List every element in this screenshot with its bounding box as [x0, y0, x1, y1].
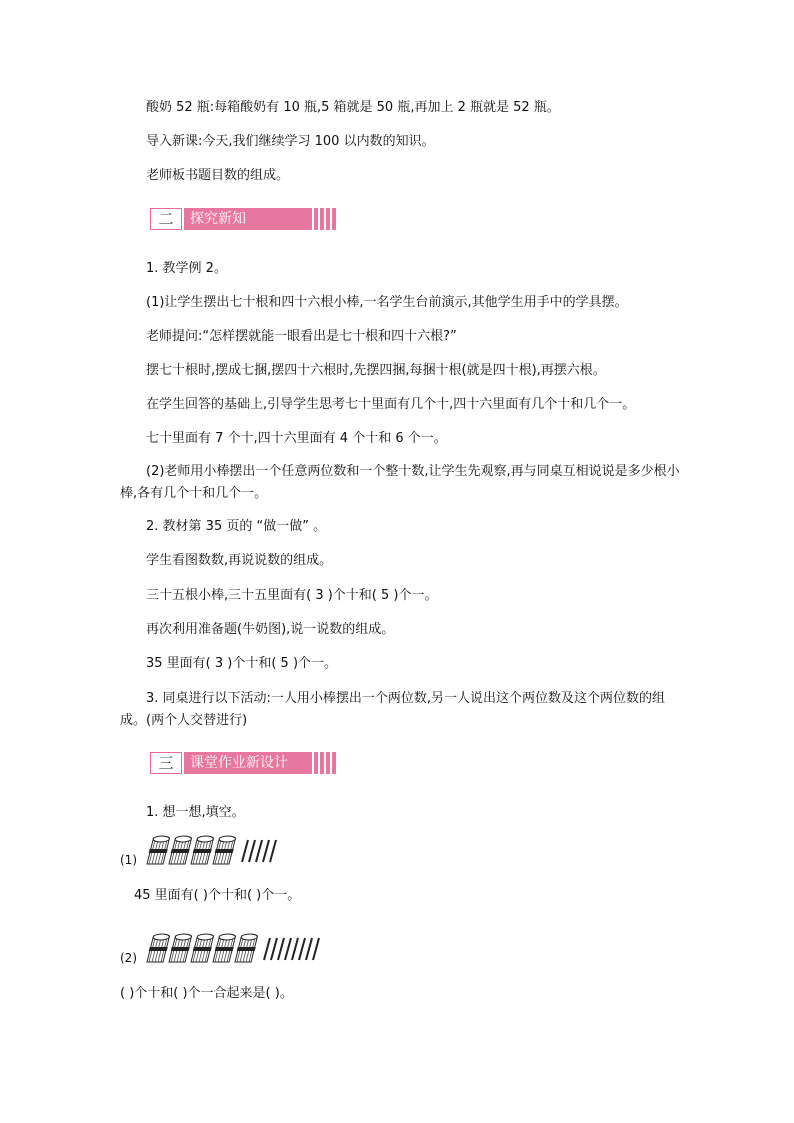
question-label: (1) [120, 853, 137, 867]
text-line: 老师提问:“怎样摆就能一眼看出是七十根和四十六根?” [146, 329, 457, 344]
sticks-figure-q2 [146, 930, 336, 966]
section-title: 探究新知 [190, 211, 246, 227]
stick-bundle [168, 836, 193, 864]
single-stick [313, 938, 319, 960]
question-label: (2) [120, 951, 137, 965]
stick-bundle [212, 836, 237, 864]
section-number: 二 [158, 210, 174, 228]
text-line: 酸奶 52 瓶:每箱酸奶有 10 瓶,5 箱就是 50 瓶,再加上 2 瓶就是 52 瓶。 [146, 100, 560, 115]
section-banner-explore [150, 208, 336, 230]
text-line: 摆七十根时,摆成七捆,摆四十六根时,先摆四捆,每捆十根(就是四十根),再摆六根。 [146, 363, 606, 378]
stick-bundle [168, 934, 193, 962]
text-line: ( )个十和( )个一合起来是( )。 [120, 986, 293, 1001]
banner-stripe [324, 752, 326, 774]
text-line: 七十里面有 7 个十,四十六里面有 4 个十和 6 个一。 [146, 431, 447, 446]
text-line: 老师板书题目数的组成。 [146, 168, 290, 183]
single-stick [270, 840, 276, 862]
banner-stripe [312, 208, 314, 230]
text-line: 再次利用准备题(牛奶图),说一说数的组成。 [146, 622, 395, 637]
text-line: 45 里面有( )个十和( )个一。 [134, 888, 301, 903]
text-line: 在学生回答的基础上,引导学生思考七十里面有几个十,四十六里面有几个十和几个一。 [146, 397, 636, 412]
section-number: 三 [158, 754, 174, 772]
stick-bundle [190, 934, 215, 962]
single-stick [242, 840, 248, 862]
text-line: 35 里面有( 3 )个十和( 5 )个一。 [146, 656, 338, 671]
single-stick [292, 938, 298, 960]
single-stick [299, 938, 305, 960]
banner-stripe [318, 752, 320, 774]
stick-bundle [190, 836, 215, 864]
single-stick [249, 840, 255, 862]
text-line: 1. 想一想,填空。 [146, 805, 245, 820]
text-line: 学生看图数数,再说说数的组成。 [146, 553, 333, 568]
text-line: 导入新课:今天,我们继续学习 100 以内数的知识。 [146, 134, 435, 149]
stick-bundle [234, 934, 259, 962]
stick-bundle [146, 934, 171, 962]
single-stick [263, 840, 269, 862]
single-stick [256, 840, 262, 862]
stick-bundle [146, 836, 171, 864]
single-stick [278, 938, 284, 960]
single-stick [264, 938, 270, 960]
banner-stripe [330, 208, 332, 230]
stick-bundle [212, 934, 237, 962]
banner-stripe [312, 752, 314, 774]
single-stick [306, 938, 312, 960]
section-title: 课堂作业新设计 [190, 755, 288, 771]
text-line: 1. 教学例 2。 [146, 261, 227, 276]
text-paragraph: 3. 同桌进行以下活动:一人用小棒摆出一个两位数,另一人说出这个两位数及这个两位数的组成。(两个人交替进行) [120, 691, 666, 728]
single-stick [285, 938, 291, 960]
text-line: 2. 教材第 35 页的 “做一做” 。 [146, 519, 327, 534]
banner-stripe [318, 208, 320, 230]
section-banner-homework [150, 752, 336, 774]
text-line: 三十五根小棒,三十五里面有( 3 )个十和( 5 )个一。 [146, 588, 438, 603]
banner-stripe [330, 752, 332, 774]
single-stick [271, 938, 277, 960]
banner-stripe [324, 208, 326, 230]
text-paragraph: (2)老师用小棒摆出一个任意两位数和一个整十数,让学生先观察,再与同桌互相说说是多少根小棒,各有几个十和几个一。 [120, 464, 680, 501]
sticks-figure-q1 [146, 832, 296, 868]
text-line: (1)让学生摆出七十根和四十六根小棒,一名学生台前演示,其他学生用手中的学具摆。 [146, 295, 628, 310]
